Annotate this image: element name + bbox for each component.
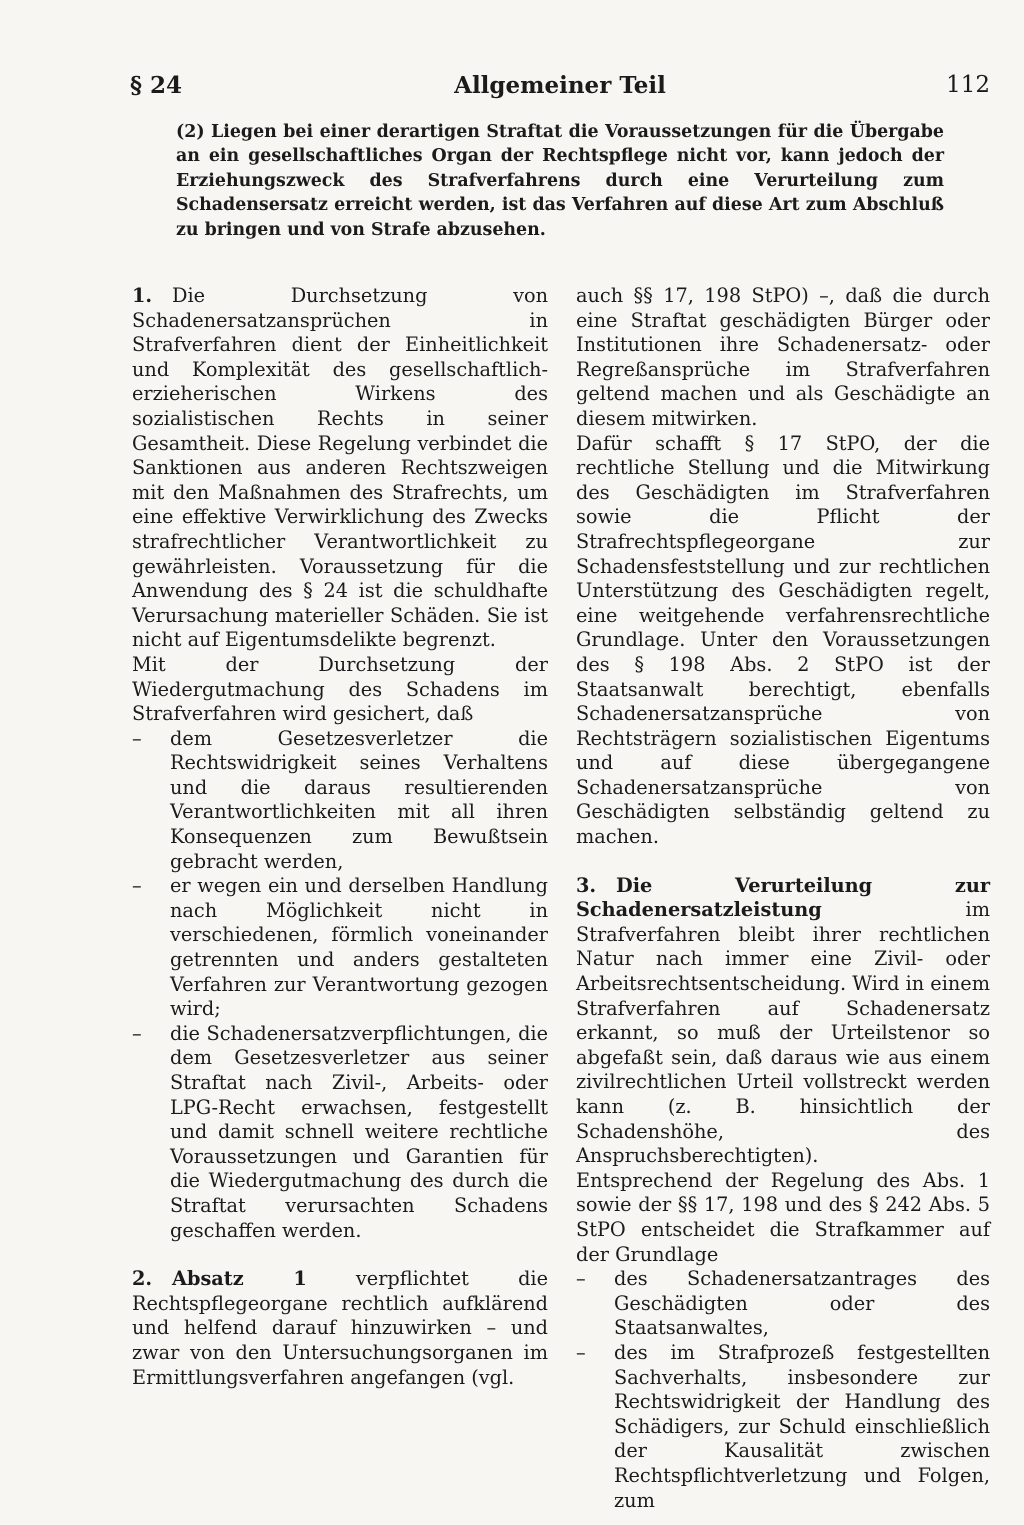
note-text: verpflichtet die Rechtspflegeorgane rechtlich aufklärend und helfend darauf hinzuwirken – und zwar von den Untersuchungsorganen im Ermittlungsverfahren angefangen (vgl. <box>132 1267 548 1389</box>
commentary-note-1 <box>132 284 548 653</box>
left-column <box>132 284 548 1390</box>
dash-marker: – <box>576 1267 586 1291</box>
list-item <box>132 1022 548 1243</box>
statute-paragraph: (2) Liegen bei einer derartigen Straftat die Voraussetzungen für die Übergabe an ein gesellschaftliches Organ der Rechtspflege nicht vor, kann jedoch der Erziehungszweck des Strafverfahrens durch eine Verurteilung zum Schadensersatz erreicht werden, ist das Verfahren auf diese Art zum Abschluß zu bringen und von Strafe abzusehen. <box>176 122 944 240</box>
page-header <box>130 72 990 102</box>
note-number: 1. <box>132 284 153 307</box>
list-item <box>132 874 548 1022</box>
note-text: im Strafverfahren bleibt ihrer rechtlichen Natur nach immer eine Zivil- oder Arbeitsrechtsentscheidung. Wird in einem Strafverfahren auf Schadenersatz erkannt, so muß der Urteilstenor so abgefaßt sein, daß daraus wie aus einem zivilrechtlichen Urteil vollstreckt werden kann (z. B. hinsichtlich der Schadenshöhe, des Anspruchsberechtigten). <box>576 898 990 1168</box>
dash-marker: – <box>576 1340 586 1364</box>
list-item-text: die Schadenersatzverpflichtungen, die dem Gesetzesverletzer aus seiner Straftat nach Zivil-, Arbeits- oder LPG-Recht erwachsen, festgestellt und damit schnell weitere rechtliche Voraussetzungen und Garantien für die Wiedergutmachung des durch die Straftat verursachten Schadens geschaffen werden. <box>170 1021 548 1242</box>
list-item <box>576 1267 990 1341</box>
list-item-text: er wegen ein und derselben Handlung nach Möglichkeit nicht in verschiedenen, förmlich voneinander getrennten und anders gestalteten Verfahren zur Verantwortung gezogen wird; <box>170 874 548 1021</box>
section-reference: § 24 <box>130 72 183 99</box>
commentary-note-2 <box>132 1267 548 1390</box>
note-text: Die Durchsetzung von Schadenersatzansprüchen in Strafverfahren dient der Einheitlichkeit und Komplexität des gesellschaftlich-erzieherischen Wirkens des sozialistischen Rechts in seiner Gesamtheit. Diese Regelung verbindet die Sanktionen aus anderen Rechtszweigen mit den Maßnahmen des Strafrechts, um eine effektive Verwirklichung des Zwecks strafrechtlicher Verantwortlichkeit zu gewährleisten. Voraussetzung für die Anwendung des § 24 ist die schuldhafte Verursachung materieller Schäden. Sie ist nicht auf Eigentumsdelikte begrenzt. <box>132 284 548 652</box>
running-title: Allgemeiner Teil <box>454 72 666 99</box>
page-number: 112 <box>946 72 990 98</box>
note-keyword: Die Verurteilung zur Schadenersatzleistung <box>576 873 990 922</box>
commentary-note-3 <box>576 874 990 1169</box>
note-keyword: Absatz 1 <box>172 1267 307 1291</box>
commentary-paragraph: Entsprechend der Regelung des Abs. 1 sowie der §§ 17, 198 und des § 242 Abs. 5 StPO entscheidet die Strafkammer auf der Grundlage <box>576 1168 990 1266</box>
list-item <box>576 1341 990 1513</box>
commentary-paragraph: Mit der Durchsetzung der Wiedergutmachung des Schadens im Strafverfahren wird gesichert, daß <box>132 652 548 726</box>
dash-list <box>576 1267 990 1513</box>
dash-list <box>132 727 548 1243</box>
list-item-text: dem Gesetzesverletzer die Rechtswidrigkeit seines Verhaltens und die daraus resultierenden Verantwortlichkeiten mit all ihren Konsequenzen zum Bewußtsein gebracht werden, <box>170 726 548 873</box>
dash-marker: – <box>132 726 142 750</box>
note-number: 3. <box>576 873 597 897</box>
dash-marker: – <box>132 874 142 898</box>
right-column <box>576 284 990 1513</box>
list-item-text: des im Strafprozeß festgestellten Sachverhalts, insbesondere zur Rechtswidrigkeit der Handlung des Schädigers, zur Schuld einschließlich der Kausalität zwischen Rechtspflichtverletzung und Folgen, zum <box>614 1340 990 1512</box>
list-item-text: des Schadenersatzantrages des Geschädigten oder des Staatsanwaltes, <box>614 1267 990 1340</box>
commentary-paragraph: auch §§ 17, 198 StPO) –, daß die durch eine Straftat geschädigten Bürger oder Institutionen ihre Schadenersatz- oder Regreßansprüche im Strafverfahren geltend machen und als Geschädigte an diesem mitwirken. <box>576 284 990 430</box>
dash-marker: – <box>132 1021 142 1045</box>
note-number: 2. <box>132 1267 153 1291</box>
list-item <box>132 727 548 875</box>
commentary-paragraph: Dafür schafft § 17 StPO, der die rechtliche Stellung und die Mitwirkung des Geschädigten im Strafverfahren sowie die Pflicht der Strafrechtspflegeorgane zur Schadensfeststellung und zur rechtlichen Unterstützung des Geschädigten regelt, eine weitgehende verfahrensrechtliche Grundlage. Unter den Voraussetzungen des § 198 Abs. 2 StPO ist der Staatsanwalt berechtigt, ebenfalls Schadenersatzansprüche von Rechtsträgern sozialistischen Eigentums und auf diese übergegangene Schadenersatzansprüche von Geschädigten selbständig geltend zu machen. <box>576 431 990 849</box>
